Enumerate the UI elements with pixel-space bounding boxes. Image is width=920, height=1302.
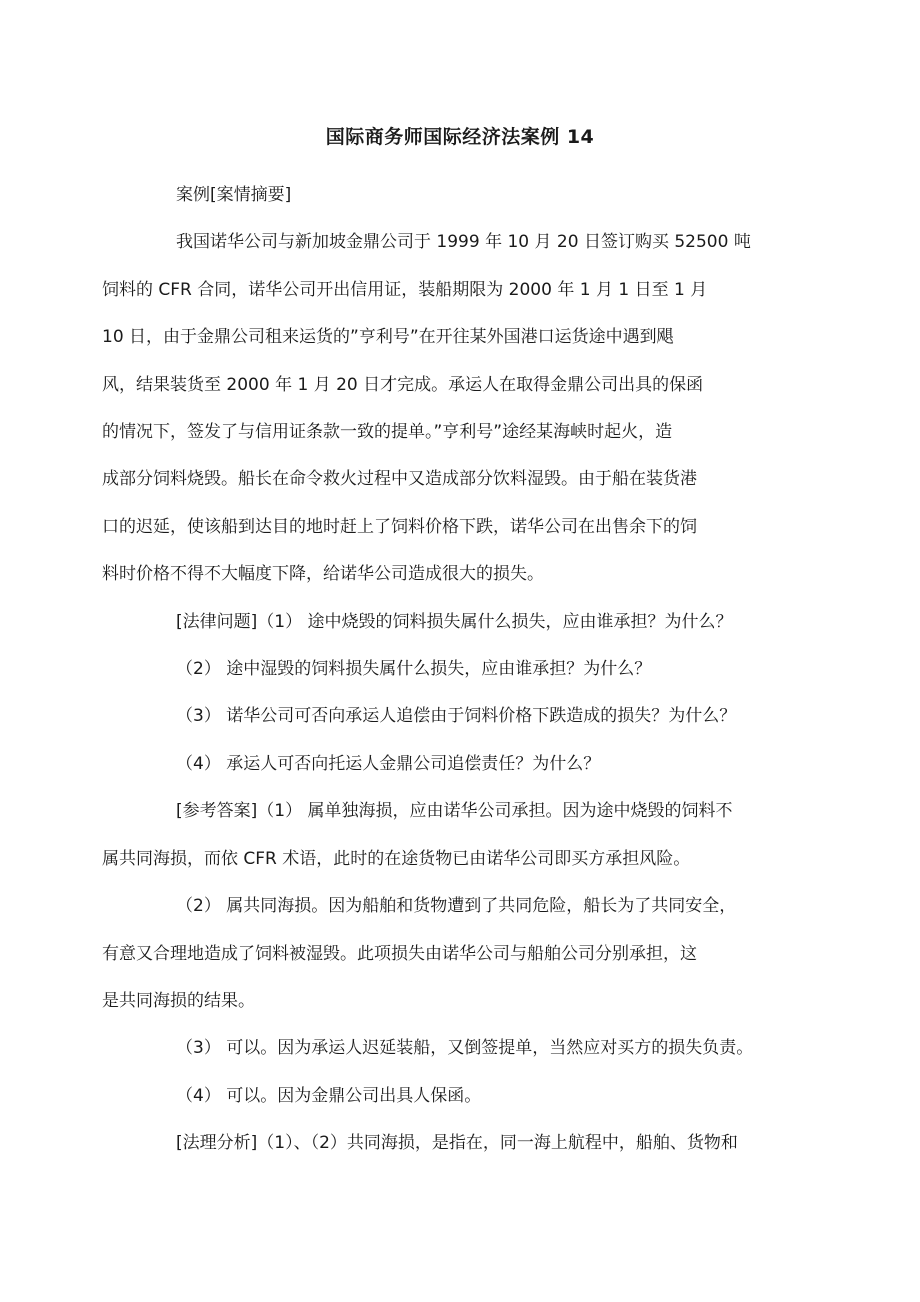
document-title: 国际商务师国际经济法案例 14 — [325, 126, 595, 148]
text-line: 有意又合理地造成了饲料被湿毁。此项损失由诺华公司与船舶公司分别承担，这 — [102, 943, 697, 964]
text-line: 是共同海损的结果。 — [102, 990, 255, 1011]
paragraph-legal-question-2 — [139, 646, 789, 693]
paragraph-legal-question-1 — [139, 599, 789, 646]
text-line: 10 日，由于金鼎公司租来运货的”亨利号”在开往某外国港口运货途中遇到飓 — [102, 327, 674, 348]
text-line: （4） 可以。因为金鼎公司出具人保函。 — [176, 1085, 482, 1106]
text-line: [法律问题]（1） 途中烧毁的饲料损失属什么损失，应由谁承担？为什么？ — [176, 611, 733, 632]
paragraph-legal-analysis — [139, 1120, 789, 1167]
text-line: [参考答案]（1） 属单独海损，应由诺华公司承担。因为途中烧毁的饲料不 — [176, 801, 733, 822]
text-line: 饲料的 CFR 合同，诺华公司开出信用证，装船期限为 2000 年 1 月 1 日至 1 月 — [102, 279, 708, 300]
text-line: 我国诺华公司与新加坡金鼎公司于 1999 年 10 月 20 日签订购买 52500 吨 — [176, 232, 751, 253]
paragraph-case-summary-heading — [139, 172, 789, 219]
text-line: 风，结果装货至 2000 年 1 月 20 日才完成。承运人在取得金鼎公司出具的保函 — [102, 374, 704, 395]
text-line: 口的迟延，使该船到达目的地时赶上了饲料价格下跌，诺华公司在出售余下的饲 — [102, 516, 697, 537]
paragraph-legal-question-4 — [139, 741, 789, 788]
text-line: 成部分饲料烧毁。船长在命令救火过程中又造成部分饮料湿毁。由于船在装货港 — [102, 469, 697, 490]
paragraph-answer-1 — [102, 788, 789, 883]
paragraph-answer-3 — [139, 1025, 789, 1072]
paragraph-legal-question-3 — [139, 693, 789, 740]
paragraph-answer-4 — [139, 1073, 789, 1120]
text-line: （3） 可以。因为承运人迟延装船，又倒签提单，当然应对买方的损失负责。 — [176, 1038, 754, 1059]
paragraph-answer-2 — [102, 883, 789, 1025]
text-line: （4） 承运人可否向托运人金鼎公司追偿责任？为什么？ — [176, 753, 601, 774]
text-line: 案例[案情摘要] — [176, 185, 292, 205]
text-line: 的情况下，签发了与信用证条款一致的提单。”亨利号”途经某海峡时起火，造 — [102, 422, 673, 443]
text-line: 属共同海损，而依 CFR 术语，此时的在途货物已由诺华公司即买方承担风险。 — [102, 848, 691, 869]
text-line: （3） 诺华公司可否向承运人追偿由于饲料价格下跌造成的损失？为什么？ — [176, 706, 737, 727]
text-line: [法理分析]（1）、（2）共同海损，是指在，同一海上航程中，船舶、货物和 — [176, 1133, 738, 1154]
paragraph-case-facts — [102, 219, 789, 598]
text-line: （2） 途中湿毁的饲料损失属什么损失，应由谁承担？为什么？ — [176, 659, 652, 680]
text-line: 料时价格不得不大幅度下降，给诺华公司造成很大的损失。 — [102, 564, 544, 585]
text-line: （2） 属共同海损。因为船舶和货物遭到了共同危险，船长为了共同安全， — [176, 896, 737, 917]
document-body — [102, 172, 789, 1168]
